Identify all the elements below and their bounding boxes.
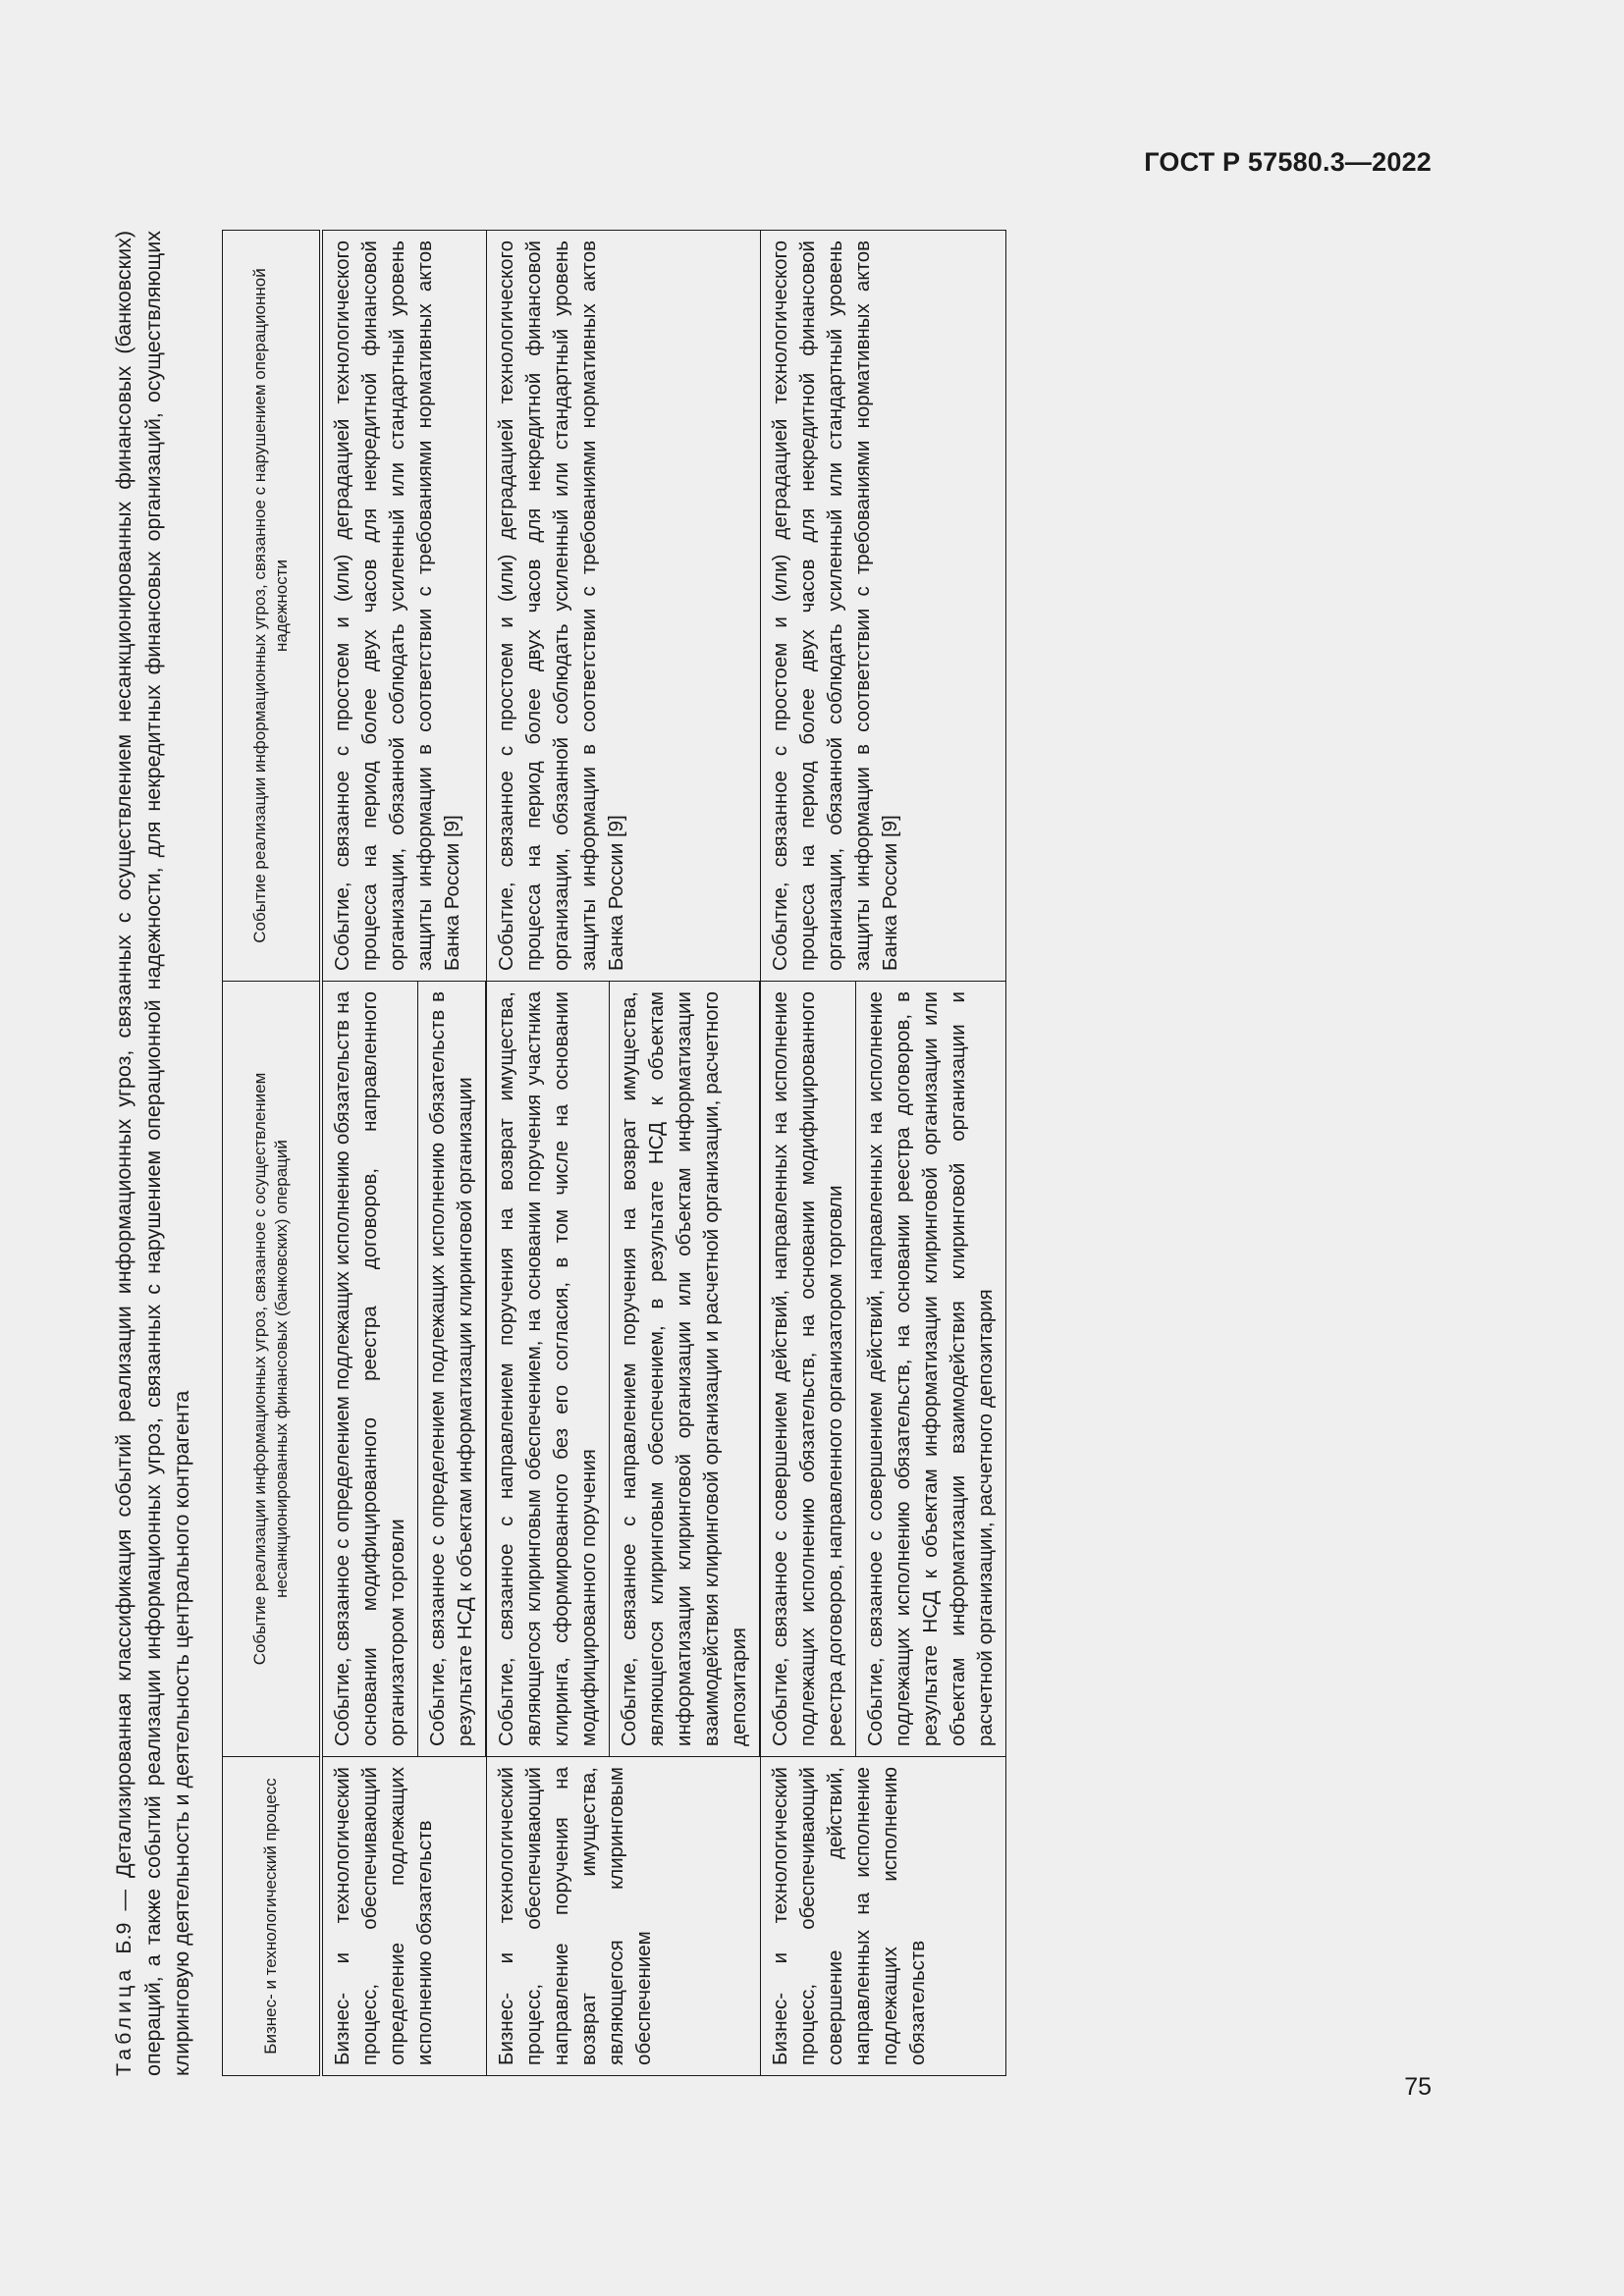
document-code: ГОСТ Р 57580.3—2022 (1144, 147, 1432, 177)
process-cell: Бизнес- и технологический процесс, обеспечивающий определение подлежащих исполнению обязательств (321, 1757, 486, 2076)
column-header: Событие реализации информационных угроз, связанное с нарушением операционной надежности (223, 231, 322, 982)
event-cell: Событие, связанное с направлением поручения на возврат имущества, являющегося клиринговым обеспечением, в результате НСД к объектам информатизации клиринговой организации или объектам информатизации взаимодействия клиринговой организации и расчетной организации, расчетного депозитария (610, 982, 761, 1757)
event-cell: Событие, связанное с направлением поручения на возврат имущества, являющегося клиринговым обеспечением, на основании поручения участника клиринга, сформированного без его согласия, в том числе на основании модифицированного поручения (486, 982, 610, 1757)
caption-label: Таблица (112, 1965, 135, 2076)
table-row (321, 231, 418, 2076)
reliability-cell: Событие, связанное с простоем и (или) деградацией технологического процесса на период более двух часов для некредитной финансовой организации, обязанной соблюдать усиленный или стандартный уровень защиты информации в соответствии с требованиями нормативных актов Банка России [9] (486, 231, 760, 982)
process-cell: Бизнес- и технологический процесс, обеспечивающий направление поручения на возврат имущества, являющегося клиринговым обеспечением (486, 1757, 760, 2076)
table-caption (110, 231, 216, 2076)
classification-table (222, 230, 1006, 2076)
event-cell: Событие, связанное с определением подлежащих исполнению обязательств в результате НСД к объектам информатизации клиринговой организации (418, 982, 487, 1757)
reliability-cell: Событие, связанное с простоем и (или) деградацией технологического процесса на период более двух часов для некредитной финансовой организации, обязанной соблюдать усиленный или стандартный уровень защиты информации в соответствии с требованиями нормативных актов Банка России [9] (760, 231, 1006, 982)
process-cell: Бизнес- и технологический процесс, обеспечивающий совершение действий, направленных на исполнение подлежащих исполнению обязательств (760, 1757, 1006, 2076)
table-row (760, 231, 856, 2076)
reliability-cell: Событие, связанное с простоем и (или) деградацией технологического процесса на период более двух часов для некредитной финансовой организации, обязанной соблюдать усиленный или стандартный уровень защиты информации в соответствии с требованиями нормативных актов Банка России [9] (321, 231, 486, 982)
page-number: 75 (1404, 2073, 1432, 2101)
table-header-row (223, 231, 322, 2076)
table-row (486, 231, 610, 2076)
event-cell: Событие, связанное с совершением действий, направленных на исполнение подлежащих исполнению обязательств, на основании реестра договоров, в результате НСД к объектам информатизации клиринговой организации или объектам информатизации взаимодействия клиринговой организации и расчетной организации, расчетного депозитария (856, 982, 1006, 1757)
rotated-table-block (110, 231, 1185, 2076)
event-cell: Событие, связанное с совершением действий, направленных на исполнение подлежащих исполнению обязательств, на основании модифицированного реестра договоров, направленного организатором торговли (760, 982, 856, 1757)
event-cell: Событие, связанное с определением подлежащих исполнению обязательств на основании модифицированного реестра договоров, направленного организатором торговли (321, 982, 418, 1757)
column-header: Событие реализации информационных угроз, связанное с осуществлением несанкционированных финансовых (банковских) операций (223, 982, 322, 1757)
column-header: Бизнес- и технологический процесс (223, 1757, 322, 2076)
caption-text: Б.9 — Детализированная классификация событий реализации информационных угроз, связанных с осуществлением несанкционированных финансовых (банковских) операций, а также событий реализации информационных угроз, связанных с нарушением операционной надежности, для некредитных финансовых организаций, осуществляющих клиринговую деятельность и деятельность центрального контрагента (112, 231, 193, 2076)
